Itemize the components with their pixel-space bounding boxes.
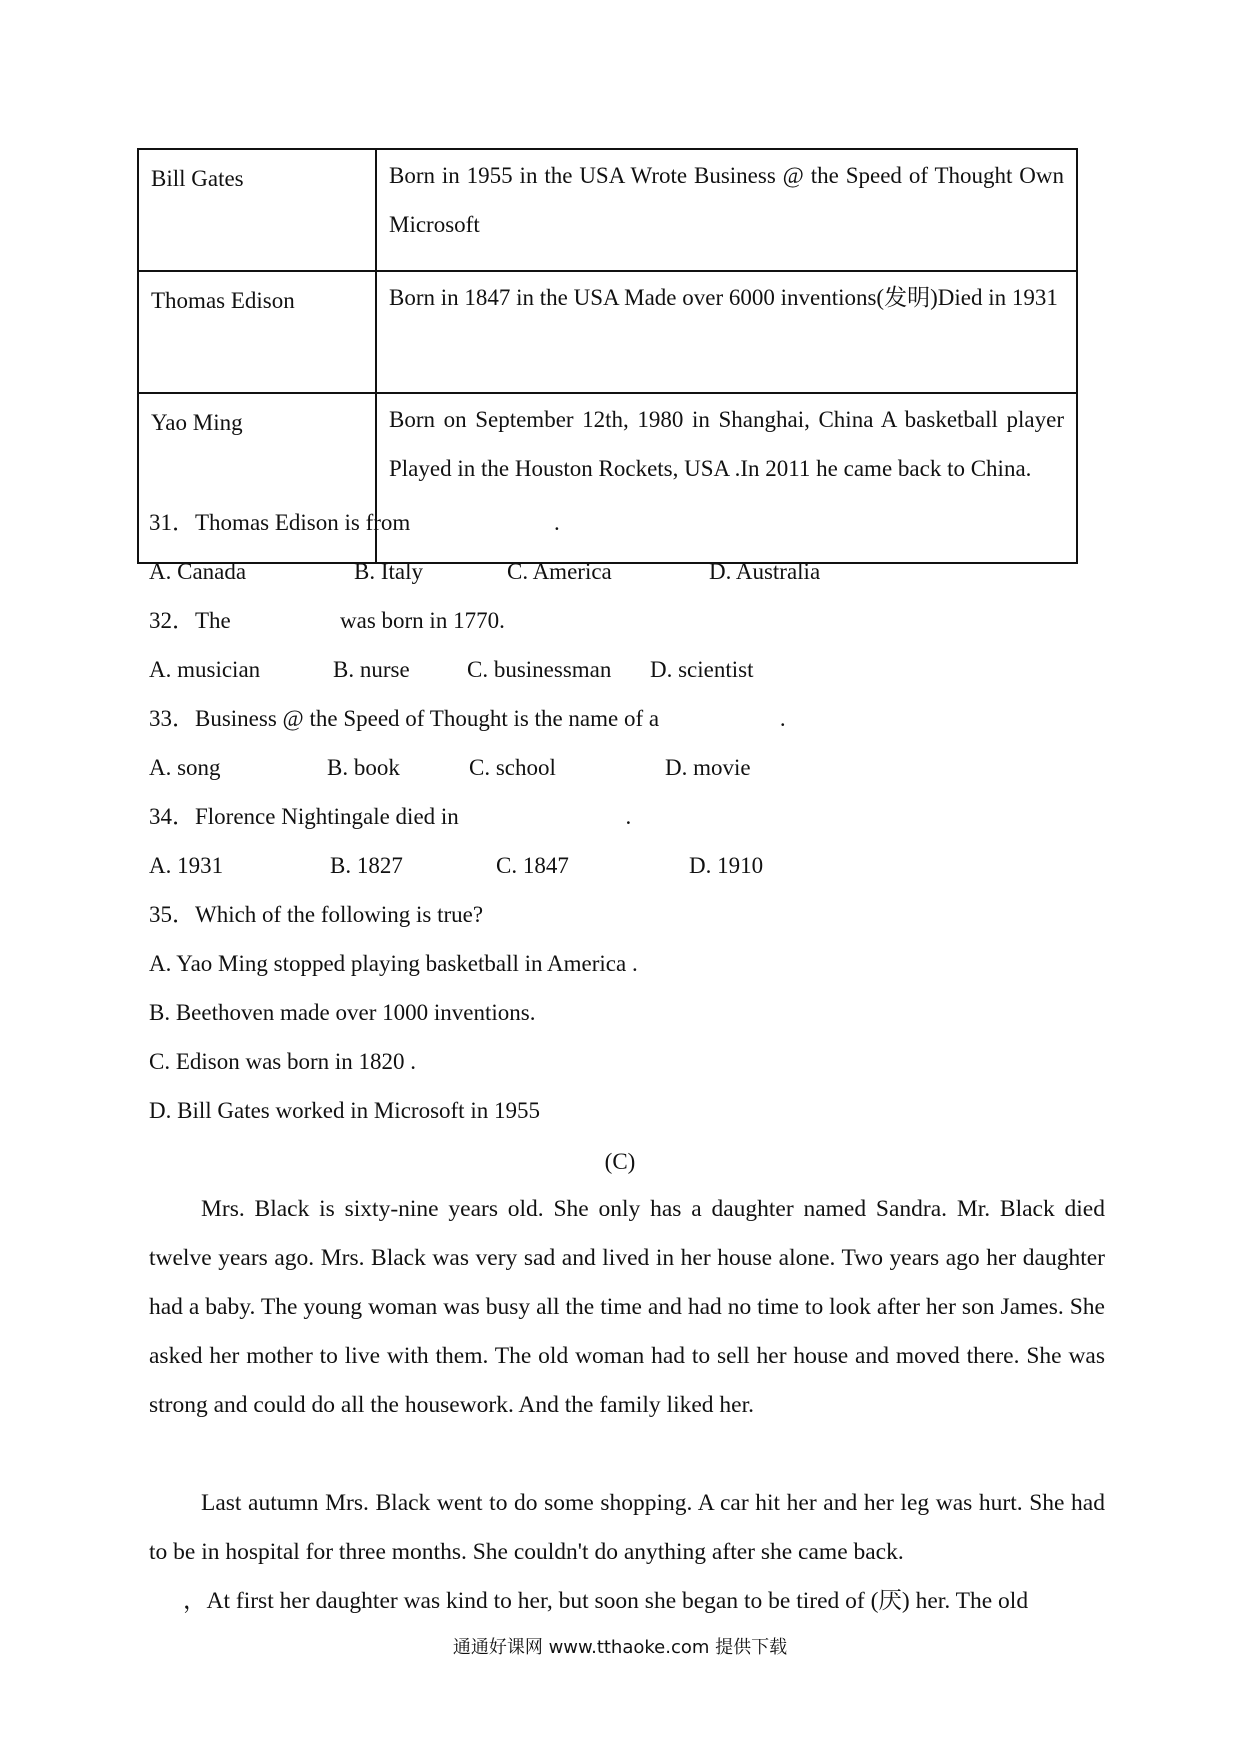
question-31-option-b: B. Italy [354, 559, 423, 584]
question-34-stem: 34．Florence Nightingale died in . [149, 804, 632, 829]
passage-heading: (C) [604, 1149, 636, 1174]
passage-paragraph-1: Mrs. Black is sixty-nine years old. She only has a daughter named Sandra. Mr. Black died twelve years ago. Mrs. Black was very sad and lived in her house alone. Two years ago her daughter had a baby. The young woman was busy all the time and had no time to look after her son James. She asked her mother to live with them. The old woman had to sell her house and moved there. She was strong and could do all the housework. And the family liked her. [149, 1196, 1105, 1418]
question-33-stem: 33．Business @ the Speed of Thought is the name of a . [149, 706, 786, 731]
question-35-option-a: A. Yao Ming stopped playing basketball in America . [149, 951, 638, 976]
question-35-option-d: D. Bill Gates worked in Microsoft in 1955 [149, 1098, 540, 1123]
question-31-option-c: C. America [507, 559, 612, 584]
question-34-option-c: C. 1847 [496, 853, 569, 878]
question-31-option-a: A. Canada [149, 559, 247, 584]
question-35-option-c: C. Edison was born in 1820 . [149, 1049, 417, 1074]
passage-paragraph-3: ，At first her daughter was kind to her, but soon she began to be tired of (厌) her. The old [183, 1588, 1029, 1614]
question-35-option-b: B. Beethoven made over 1000 inventions. [149, 1000, 536, 1025]
question-32-option-c: C. businessman [467, 657, 612, 682]
person-description: Born on September 12th, 1980 in Shanghai, China A basketball player Played in the Houston Rockets, USA .In 2011 he came back to China. [376, 393, 1077, 563]
person-name: Bill Gates [138, 149, 376, 271]
person-description: Born in 1847 in the USA Made over 6000 inventions(发明)Died in 1931 [376, 271, 1077, 393]
info-table [137, 148, 1078, 564]
question-31-option-d: D. Australia [709, 559, 821, 584]
person-name: Thomas Edison [138, 271, 376, 393]
page-footer: 通通好课网 www.tthaoke.com 提供下载 [452, 1637, 788, 1658]
question-34-option-b: B. 1827 [330, 853, 403, 878]
table-row [138, 271, 1077, 393]
question-33-option-a: A. song [149, 755, 221, 780]
question-31-stem: 31．Thomas Edison is from . [149, 510, 560, 535]
passage-paragraph-2: Last autumn Mrs. Black went to do some shopping. A car hit her and her leg was hurt. She had to be in hospital for three months. She couldn't do anything after she came back. [149, 1490, 1105, 1565]
person-name: Yao Ming [138, 393, 376, 563]
question-33-option-b: B. book [327, 755, 400, 780]
question-32-stem: 32．The was born in 1770. [149, 608, 505, 633]
person-description: Born in 1955 in the USA Wrote Business @ the Speed of Thought Own Microsoft [376, 149, 1077, 271]
question-32-option-a: A. musician [149, 657, 261, 682]
question-34-option-a: A. 1931 [149, 853, 224, 878]
table-row [138, 149, 1077, 271]
question-32-option-b: B. nurse [333, 657, 410, 682]
question-35-stem: 35．Which of the following is true? [149, 902, 484, 927]
question-34-option-d: D. 1910 [689, 853, 764, 878]
question-33-option-d: D. movie [665, 755, 751, 780]
question-33-option-c: C. school [469, 755, 556, 780]
question-32-option-d: D. scientist [650, 657, 754, 682]
